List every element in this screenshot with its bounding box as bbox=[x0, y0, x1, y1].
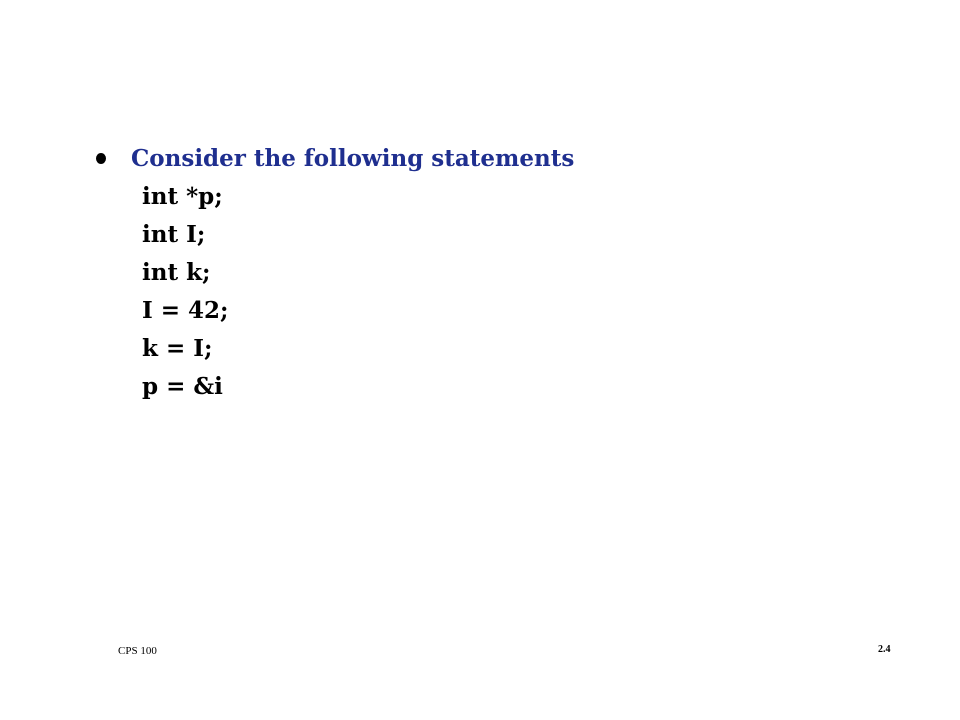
code-line: I = 42; bbox=[142, 297, 229, 324]
code-line: p = &i bbox=[142, 373, 223, 400]
slide-number: 2.4 bbox=[878, 644, 891, 655]
code-line: k = I; bbox=[142, 335, 213, 362]
bullet-item bbox=[96, 140, 574, 176]
bullet-dot-icon bbox=[96, 153, 106, 164]
slide-heading: Consider the following statements bbox=[131, 144, 575, 172]
code-line: int I; bbox=[142, 221, 206, 248]
code-line: int k; bbox=[142, 259, 211, 286]
course-label: CPS 100 bbox=[118, 645, 157, 657]
code-block bbox=[142, 178, 229, 406]
code-line: int *p; bbox=[142, 183, 223, 210]
